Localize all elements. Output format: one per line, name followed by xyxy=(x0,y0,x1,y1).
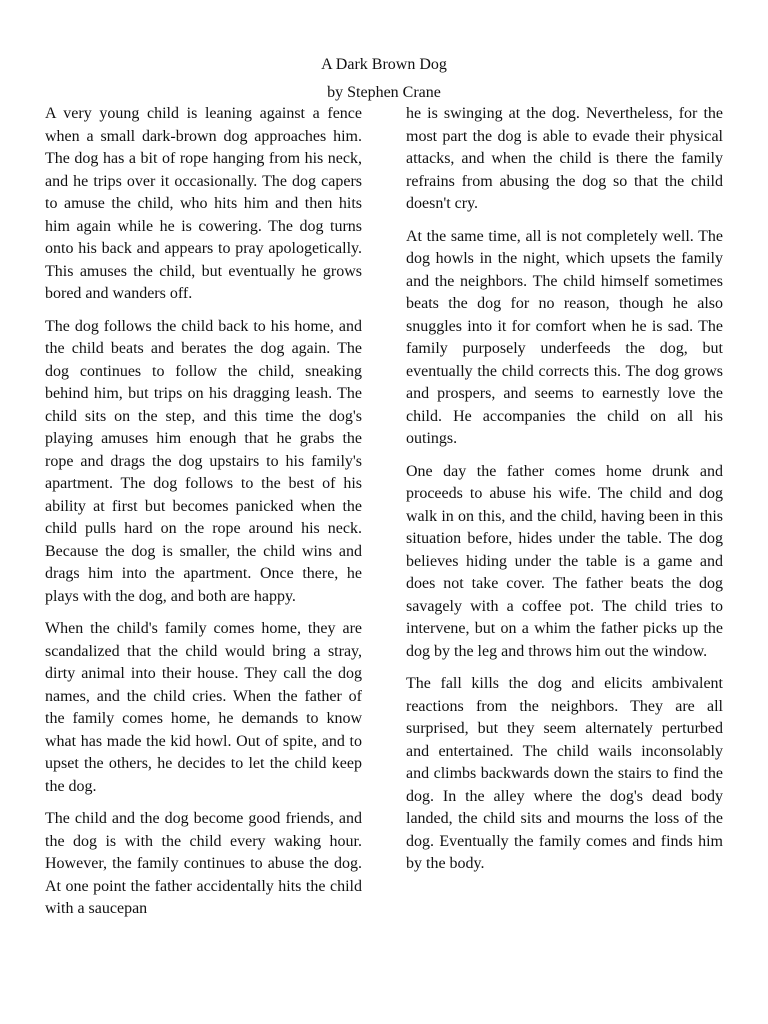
paragraph: The dog follows the child back to his home, and the child beats and berates the dog again. The dog continues to follow the child, sneaking behind him, but trips on his dragging leash. The child sits on the step, and this time the dog's playing amuses him enough that he grabs the rope and drags the dog upstairs to his family's apartment. The dog follows to the best of his ability at first but becomes panicked when the child pulls hard on the rope around his neck. Because the dog is smaller, the child wins and drags him into the apartment. Once there, he plays with the dog, and both are happy. xyxy=(45,317,362,605)
paragraph: When the child's family comes home, they are scandalized that the child would bring a stray, dirty animal into their house. They call the dog names, and the child cries. When the father of the family comes home, he demands to know what has made the kid howl. Out of spite, and to upset the others, he decides to let the child keep the dog. xyxy=(45,620,362,795)
left-column xyxy=(45,103,362,931)
paragraph: The child and the dog become good friends, and the dog is with the child every waking hour. However, the family continues to abuse the dog. At one point the father accidentally hits the child with a saucepan xyxy=(45,810,362,917)
paragraph: A very young child is leaning against a fence when a small dark-brown dog approaches him. The dog has a bit of rope hanging from his neck, and he trips over it occasionally. The dog capers to amuse the child, who hits him and then hits him again while he is cowering. The dog turns onto his back and appears to pray apologetically. This amuses the child, but eventually he grows bored and wanders off. xyxy=(45,105,362,302)
paragraph: The fall kills the dog and elicits ambivalent reactions from the neighbors. They are all surprised, but they seem alternately perturbed and entertained. The child wails inconsolably and climbs backwards down the stairs to find the dog. In the alley where the dog's dead body landed, the child sits and mourns the loss of the dog. Eventually the family comes and finds him by the body. xyxy=(406,675,723,872)
paragraph: One day the father comes home drunk and proceeds to abuse his wife. The child and dog walk in on this, and the child, having been in this situation before, hides under the table. The dog believes hiding under the table is a game and does not take cover. The father beats the dog savagely with a coffee pot. The child tries to intervene, but on a whim the father picks up the dog by the leg and throws him out the window. xyxy=(406,462,723,660)
paragraph: At the same time, all is not completely well. The dog howls in the night, which upsets the family and the neighbors. The child himself sometimes beats the dog for no reason, though he also snuggles into it for comfort when he is sad. The family purposely underfeeds the dog, but eventually the child corrects this. The dog grows and prospers, and seems to earnestly love the child. He accompanies the child on all his outings. xyxy=(406,227,723,447)
paragraph: he is swinging at the dog. Nevertheless, for the most part the dog is able to evade their physical attacks, and when the child is there the family refrains from abusing the dog so that the child doesn't cry. xyxy=(406,105,723,212)
document-title: A Dark Brown Dog xyxy=(321,56,447,73)
right-column xyxy=(406,103,723,886)
document-author: by Stephen Crane xyxy=(327,84,441,101)
